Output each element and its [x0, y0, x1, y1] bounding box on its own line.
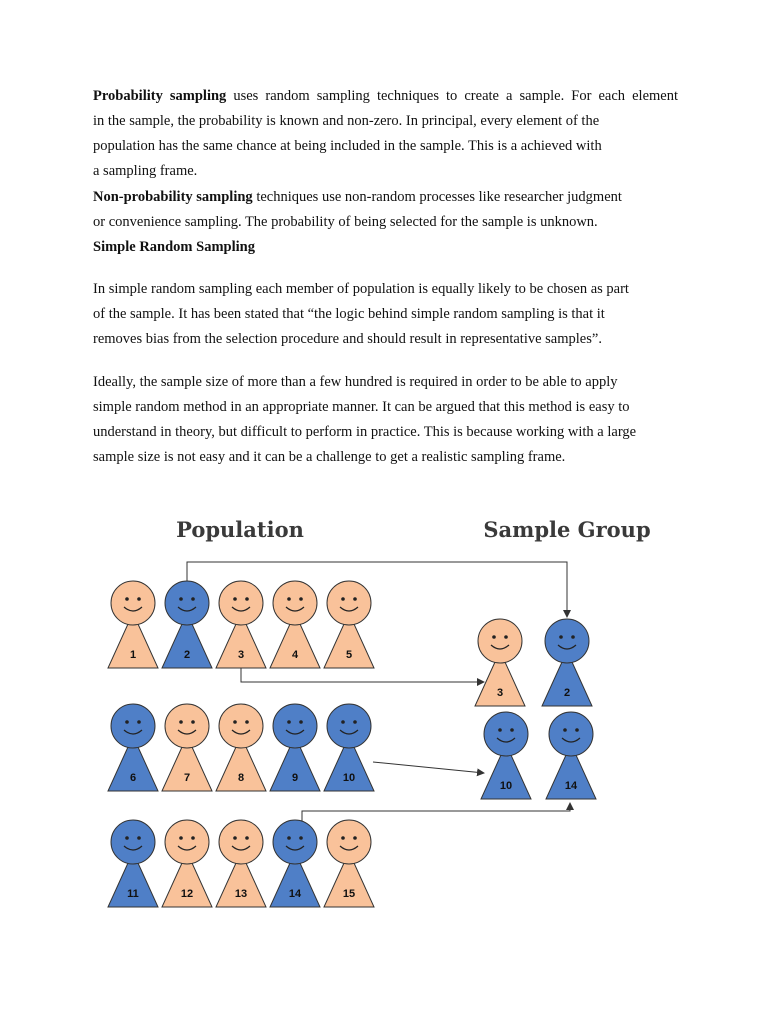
- population-person-2: [162, 581, 212, 668]
- people-group: [108, 581, 596, 907]
- population-person-4: [270, 581, 320, 668]
- eye-right: [245, 720, 249, 724]
- eye-left: [287, 597, 291, 601]
- person-number: 9: [291, 772, 299, 784]
- section-heading: Simple Random Sampling: [93, 239, 255, 255]
- sample-person-3: [475, 619, 525, 706]
- eye-left: [341, 720, 345, 724]
- person-head: [273, 704, 317, 748]
- eye-left: [492, 635, 496, 639]
- population-person-15: [324, 820, 374, 907]
- eye-left: [179, 720, 183, 724]
- eye-right: [191, 836, 195, 840]
- person-number: 12: [180, 888, 194, 900]
- person-head: [545, 619, 589, 663]
- person-head: [165, 581, 209, 625]
- person-number: 6: [129, 772, 137, 784]
- person-number: 8: [237, 772, 245, 784]
- population-person-13: [216, 820, 266, 907]
- eye-left: [179, 836, 183, 840]
- paragraph-simple-random-sampling: In simple random sampling each member of population is equally likely to be chosen as part of the sample. It has been stated that “the logic behind simple random sampling is that it removes bias from the selection procedure and should result in representative samples”.: [93, 281, 629, 347]
- person-number: 7: [183, 772, 191, 784]
- person-number: 1: [129, 649, 137, 661]
- sampling-diagram: [0, 500, 768, 930]
- eye-right: [137, 720, 141, 724]
- eye-right: [353, 720, 357, 724]
- sample-group-title: Sample Group: [483, 517, 651, 542]
- eye-right: [575, 728, 579, 732]
- population-person-14: [270, 820, 320, 907]
- person-number: 2: [563, 687, 571, 699]
- person-head: [327, 581, 371, 625]
- population-person-12: [162, 820, 212, 907]
- eye-left: [233, 836, 237, 840]
- eye-right: [571, 635, 575, 639]
- person-head: [327, 704, 371, 748]
- sample-person-10: [481, 712, 531, 799]
- population-person-3: [216, 581, 266, 668]
- term-probability-sampling: Probability sampling: [93, 88, 227, 104]
- population-person-10: [324, 704, 374, 791]
- eye-left: [233, 597, 237, 601]
- person-number: 4: [291, 649, 299, 661]
- eye-right: [299, 836, 303, 840]
- paragraph-non-probability-sampling: Non-probability sampling techniques use non-random processes like researcher judgment or convenience sampling. The probability of being selected for the sample is unknown.: [93, 189, 622, 230]
- eye-right: [245, 836, 249, 840]
- eye-right: [299, 720, 303, 724]
- population-person-8: [216, 704, 266, 791]
- eye-left: [287, 836, 291, 840]
- eye-left: [179, 597, 183, 601]
- person-head: [549, 712, 593, 756]
- eye-right: [137, 597, 141, 601]
- eye-left: [125, 836, 129, 840]
- person-number: 13: [234, 888, 248, 900]
- person-head: [165, 820, 209, 864]
- eye-left: [125, 720, 129, 724]
- eye-left: [233, 720, 237, 724]
- eye-left: [287, 720, 291, 724]
- eye-right: [191, 720, 195, 724]
- person-number: 14: [288, 888, 302, 900]
- person-number: 2: [183, 649, 191, 661]
- arrow-10-to-sample: [373, 762, 484, 773]
- sample-person-14: [546, 712, 596, 799]
- person-head: [484, 712, 528, 756]
- eye-right: [353, 597, 357, 601]
- eye-left: [498, 728, 502, 732]
- person-number: 10: [499, 780, 513, 792]
- person-head: [219, 581, 263, 625]
- eye-right: [191, 597, 195, 601]
- eye-right: [245, 597, 249, 601]
- population-person-9: [270, 704, 320, 791]
- arrow-3-to-sample: [241, 668, 484, 682]
- eye-left: [341, 597, 345, 601]
- person-head: [478, 619, 522, 663]
- eye-right: [299, 597, 303, 601]
- person-head: [219, 820, 263, 864]
- population-title: Population: [176, 517, 304, 542]
- person-number: 3: [496, 687, 504, 699]
- population-person-6: [108, 704, 158, 791]
- population-person-1: [108, 581, 158, 668]
- eye-right: [137, 836, 141, 840]
- person-number: 5: [345, 649, 353, 661]
- eye-right: [504, 635, 508, 639]
- person-number: 11: [127, 888, 139, 900]
- person-number: 15: [342, 888, 356, 900]
- paragraph-probability-sampling: Probability sampling uses random sampling techniques to create a sample. For each element in the sample, the probability is known and non-zero. In principal, every element of the population has the same chance at being included in the sample. This is a achieved with a sampling frame.: [93, 88, 678, 179]
- paragraph-sample-size: Ideally, the sample size of more than a few hundred is required in order to be able to apply simple random method in an appropriate manner. It can be argued that this method is easy to understand in theory, but difficult to perform in practice. This is because working with a large sample size is not easy and it can be a challenge to get a realistic sampling frame.: [93, 374, 637, 465]
- person-head: [219, 704, 263, 748]
- term-non-probability-sampling: Non-probability sampling: [93, 189, 253, 205]
- person-head: [327, 820, 371, 864]
- eye-left: [559, 635, 563, 639]
- population-person-7: [162, 704, 212, 791]
- person-number: 14: [564, 780, 578, 792]
- eye-left: [341, 836, 345, 840]
- person-number: 10: [342, 772, 356, 784]
- person-head: [273, 820, 317, 864]
- eye-left: [563, 728, 567, 732]
- person-head: [111, 820, 155, 864]
- person-number: 3: [237, 649, 245, 661]
- population-person-11: [108, 820, 158, 907]
- sample-person-2: [542, 619, 592, 706]
- person-head: [111, 704, 155, 748]
- person-head: [165, 704, 209, 748]
- population-person-5: [324, 581, 374, 668]
- person-head: [273, 581, 317, 625]
- eye-right: [353, 836, 357, 840]
- person-head: [111, 581, 155, 625]
- eye-left: [125, 597, 129, 601]
- eye-right: [510, 728, 514, 732]
